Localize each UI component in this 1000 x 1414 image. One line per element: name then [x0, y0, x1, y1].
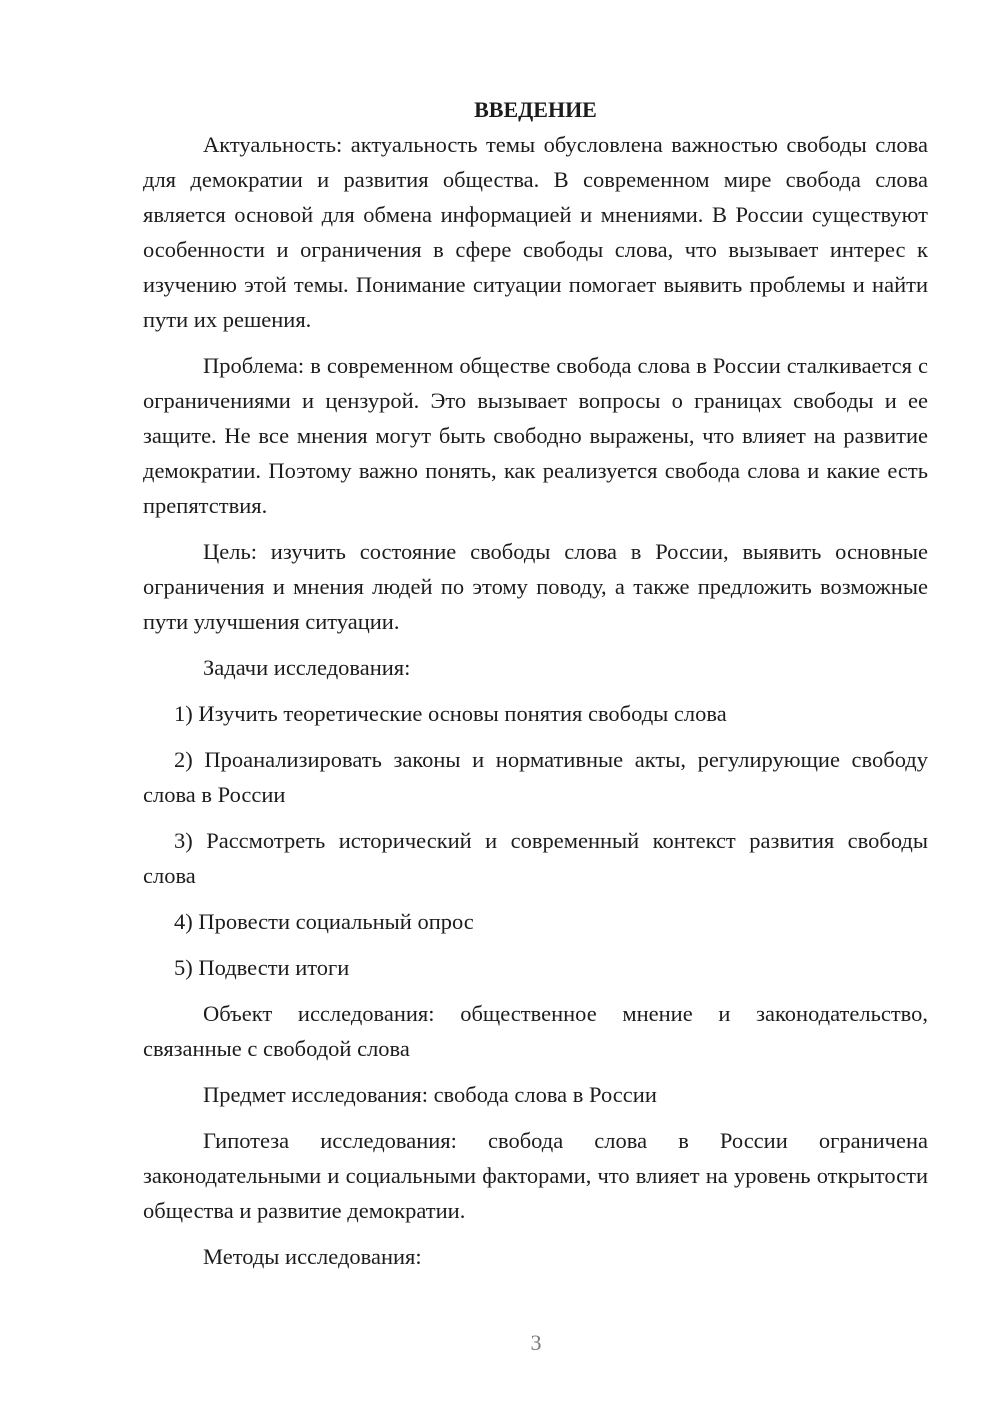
paragraph-tasks-heading: Задачи исследования:: [203, 655, 411, 680]
task-item: 3) Рассмотреть исторический и современный контекст развития свободы слова: [143, 828, 928, 888]
section-title: ВВЕДЕНИЕ: [474, 97, 597, 122]
task-item: 1) Изучить теоретические основы понятия свободы слова: [174, 701, 727, 726]
paragraph-subject: Предмет исследования: свобода слова в России: [203, 1082, 657, 1107]
paragraph-problem: Проблема: в современном обществе свобода слова в России сталкивается с ограничениями и цензурой. Это вызывает вопросы о границах свободы и ее защите. Не все мнения могут быть свободно выражены, что влияет на развитие демократии. Поэтому важно понять, как реализуется свобода слова и какие есть препятствия.: [143, 353, 928, 518]
page-number: 3: [530, 1330, 542, 1355]
paragraph-methods: Методы исследования:: [203, 1244, 422, 1269]
paragraph-goal: Цель: изучить состояние свободы слова в России, выявить основные ограничения и мнения людей по этому поводу, а также предложить возможные пути улучшения ситуации.: [143, 539, 928, 634]
task-item: 2) Проанализировать законы и нормативные акты, регулирующие свободу слова в России: [143, 747, 928, 807]
paragraph-hypothesis: Гипотеза исследования: свобода слова в России ограничена законодательными и социальными факторами, что влияет на уровень открытости общества и развитие демократии.: [143, 1128, 928, 1223]
task-item: 5) Подвести итоги: [174, 955, 350, 980]
paragraph-object: Объект исследования: общественное мнение и законодательство, связанные с свободой слова: [143, 1001, 928, 1061]
paragraph-relevance: Актуальность: актуальность темы обусловлена важностью свободы слова для демократии и развития общества. В современном мире свобода слова является основой для обмена информацией и мнениями. В России существуют особенности и ограничения в сфере свободы слова, что вызывает интерес к изучению этой темы. Понимание ситуации помогает выявить проблемы и найти пути их решения.: [143, 132, 928, 332]
page-body: [143, 92, 928, 1285]
task-item: 4) Провести социальный опрос: [174, 909, 474, 934]
